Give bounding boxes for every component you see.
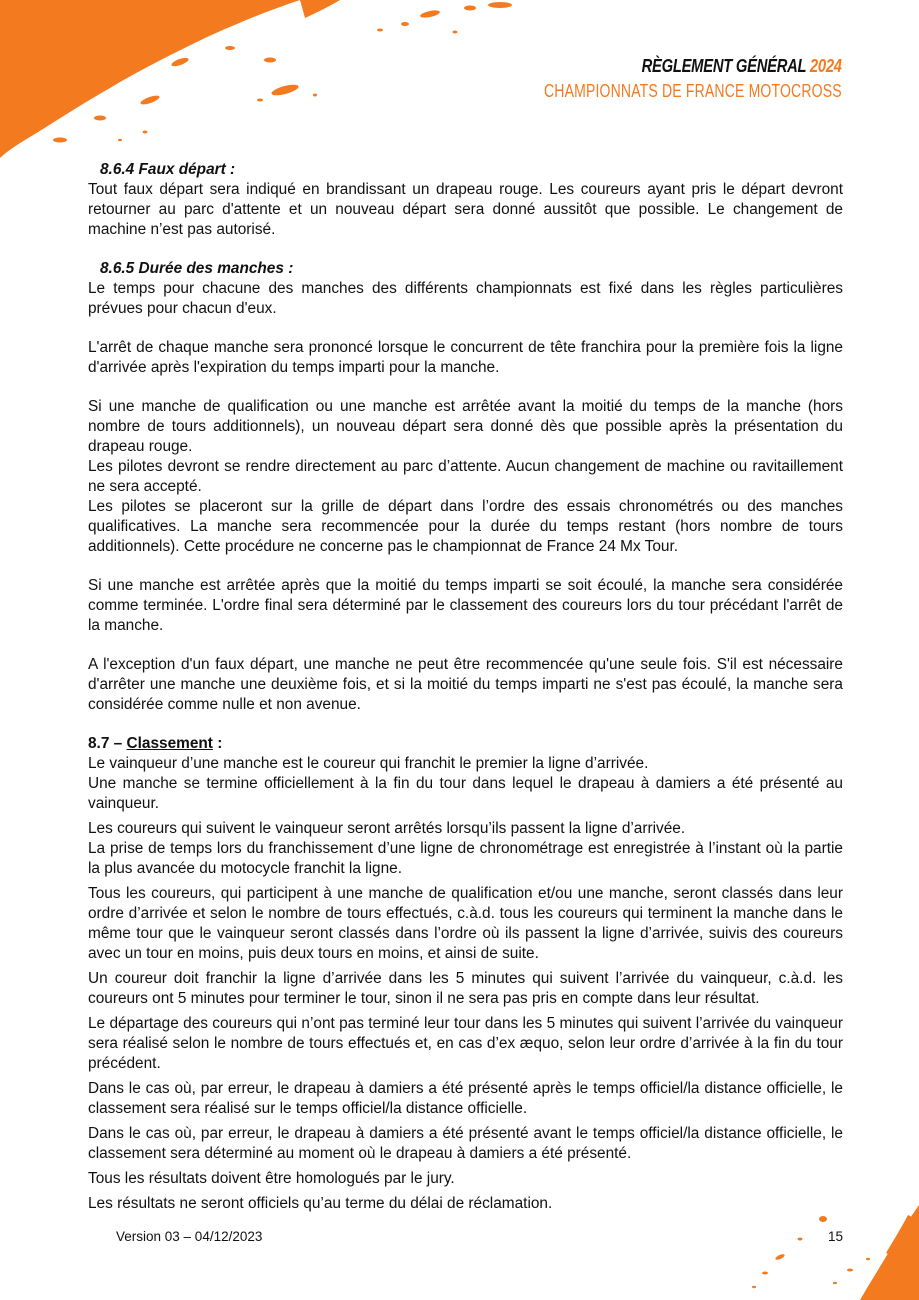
document-title: RÈGLEMENT GÉNÉRAL 2024	[641, 56, 842, 76]
paragraph: Tous les coureurs, qui participent à une manche de qualification et/ou une manche, seront classés dans leur ordre d’arrivée et selon le nombre de tours effectués, c.à.d. tous les coureurs qui terminent la manche dans le même tour que le vainqueur seront classés dans l’ordre où ils passent la ligne d’arrivée, suivis des coureurs avec un tour en moins, puis deux tours en moins, et ainsi de suite.	[88, 885, 843, 962]
document-subtitle: CHAMPIONNATS DE FRANCE MOTOCROSS	[544, 81, 842, 101]
heading-8-6-5: 8.6.5 Durée des manches :	[100, 260, 294, 277]
paragraph: Le départage des coureurs qui n’ont pas terminé leur tour dans les 5 minutes qui suivent l’arrivée du vainqueur sera réalisé selon le nombre de tours effectués et, en cas d’ex æquo, selon leur ordre d’arrivée à la fin du tour précédent.	[88, 1015, 843, 1072]
page-number: 15	[828, 1229, 844, 1244]
paragraph: Dans le cas où, par erreur, le drapeau à damiers a été présenté avant le temps officiel/la distance officielle, le classement sera déterminé au moment où le drapeau à damiers a été présenté.	[88, 1125, 843, 1162]
footer-version: Version 03 – 04/12/2023	[116, 1229, 263, 1244]
paragraph: Les résultats ne seront officiels qu’au terme du délai de réclamation.	[88, 1195, 553, 1212]
paragraph: Les pilotes devront se rendre directement au parc d’attente. Aucun changement de machine ou ravitaillement ne sera accepté.	[88, 458, 843, 495]
paragraph: Une manche se termine officiellement à la fin du tour dans lequel le drapeau à damiers a été présenté au vainqueur.	[88, 775, 843, 812]
paragraph: Un coureur doit franchir la ligne d’arrivée dans les 5 minutes qui suivent l’arrivée du vainqueur, c.à.d. les coureurs ont 5 minutes pour terminer le tour, sinon il ne sera pas pris en compte dans leur résultat.	[88, 970, 843, 1007]
paragraph: A l'exception d'un faux départ, une manche ne peut être recommencée qu'une seule fois. S'il est nécessaire d'arrêter une manche une deuxième fois, et si la moitié du temps imparti ne s'est pas écoulé, la manche sera considérée comme nulle et non avenue.	[88, 656, 843, 713]
paragraph: Les coureurs qui suivent le vainqueur seront arrêtés lorsqu’ils passent la ligne d’arrivée.	[88, 820, 686, 837]
paragraph: La prise de temps lors du franchissement d’une ligne de chronométrage est enregistrée à l’instant où la partie la plus avancée du motocycle franchit la ligne.	[88, 840, 843, 877]
paragraph: Tous les résultats doivent être homologués par le jury.	[88, 1170, 455, 1187]
paragraph: L'arrêt de chaque manche sera prononcé lorsque le concurrent de tête franchira pour la première fois la ligne d'arrivée après l'expiration du temps imparti pour la manche.	[88, 339, 843, 376]
document-year: 2024	[810, 56, 842, 76]
orange-splash-bottom-decoration	[740, 1195, 919, 1300]
document-header	[460, 56, 842, 102]
paragraph: Dans le cas où, par erreur, le drapeau à damiers a été présenté après le temps officiel/la distance officielle, le classement sera réalisé sur le temps officiel/la distance officielle.	[88, 1080, 843, 1117]
paragraph: Si une manche de qualification ou une manche est arrêtée avant la moitié du temps de la manche (hors nombre de tours additionnels), un nouveau départ sera donné dès que possible après la présentation du drapeau rouge.	[88, 398, 843, 455]
heading-8-6-4: 8.6.4 Faux départ :	[100, 161, 236, 178]
heading-8-7: 8.7 – Classement :	[88, 735, 223, 752]
paragraph: Si une manche est arrêtée après que la moitié du temps imparti se soit écoulé, la manche sera considérée comme terminée. L'ordre final sera déterminé par le classement des coureurs lors du tour précédant l'arrêt de la manche.	[88, 577, 843, 634]
paragraph: Les pilotes se placeront sur la grille de départ dans l’ordre des essais chronométrés ou des manches qualificatives. La manche sera recommencée pour la durée du temps restant (hors nombre de tours additionnels). Cette procédure ne concerne pas le championnat de France 24 Mx Tour.	[88, 498, 843, 555]
paragraph: Le vainqueur d’une manche est le coureur qui franchit le premier la ligne d’arrivée.	[88, 755, 649, 772]
document-body	[88, 160, 843, 1214]
paragraph: Tout faux départ sera indiqué en brandissant un drapeau rouge. Les coureurs ayant pris le départ devront retourner au parc d'attente et un nouveau départ sera donné aussitôt que possible. Le changement de machine n’est pas autorisé.	[88, 181, 843, 238]
paragraph: Le temps pour chacune des manches des différents championnats est fixé dans les règles particulières prévues pour chacun d'eux.	[88, 280, 843, 317]
heading-8-7-title: Classement	[126, 735, 213, 752]
orange-splash-top-decoration	[0, 0, 540, 170]
